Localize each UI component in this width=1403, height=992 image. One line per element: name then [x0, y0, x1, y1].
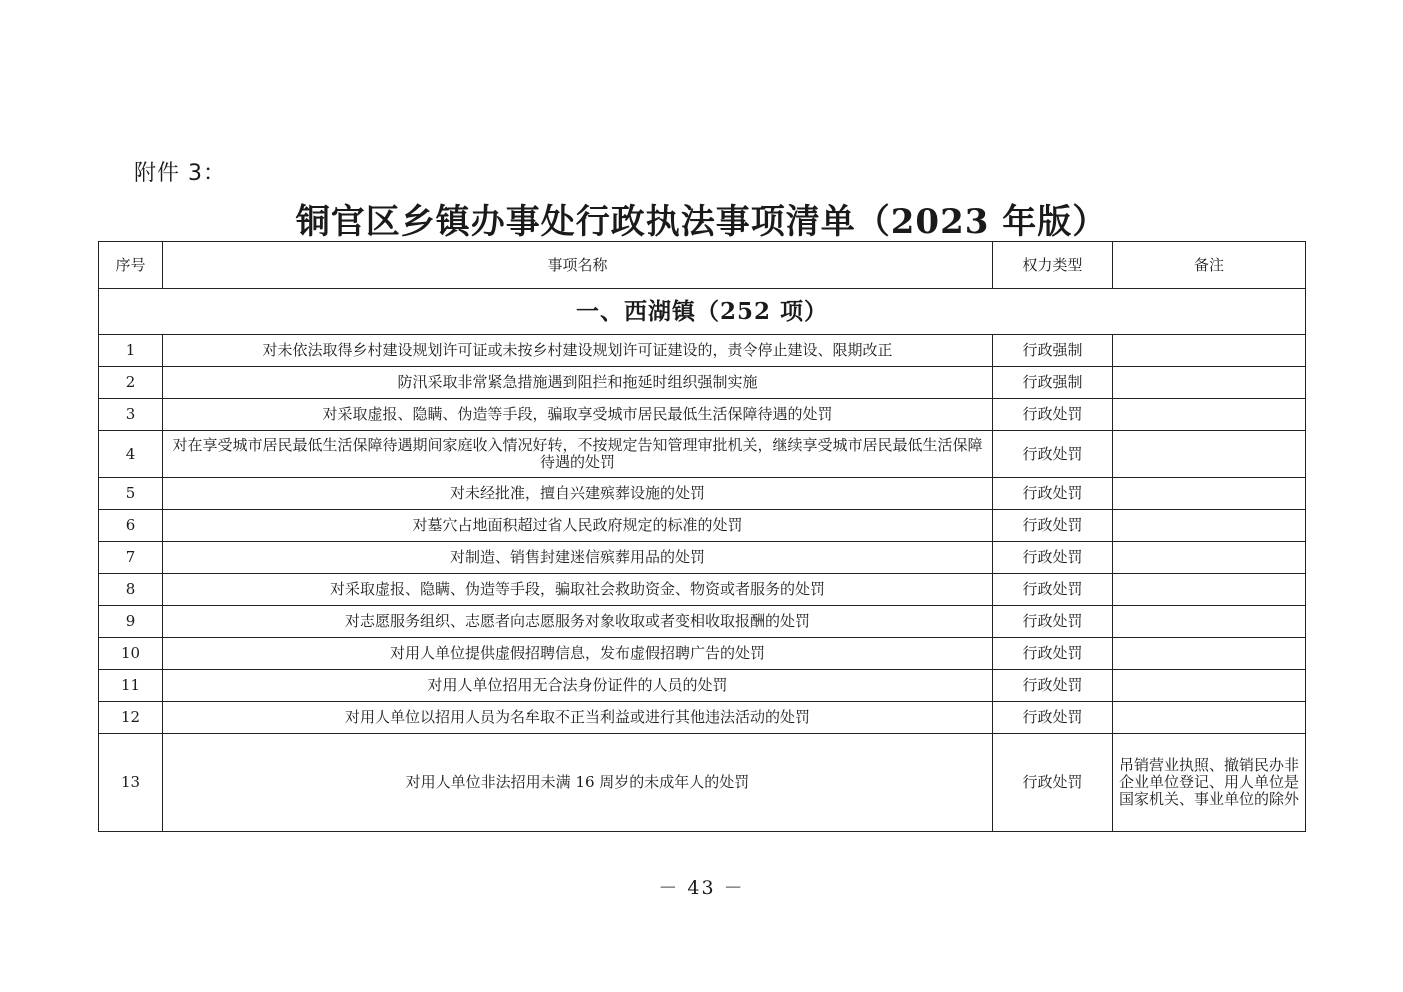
- row-note: [1113, 367, 1306, 399]
- row-note: [1113, 478, 1306, 510]
- table-row: [99, 335, 1306, 367]
- row-name: 对制造、销售封建迷信殡葬用品的处罚: [163, 542, 993, 574]
- enforcement-items-table: [98, 241, 1306, 832]
- page-number: － 43 －: [658, 877, 745, 899]
- row-seq: 4: [99, 431, 163, 478]
- table-row: [99, 734, 1306, 832]
- row-note: [1113, 574, 1306, 606]
- row-seq: 3: [99, 399, 163, 431]
- row-type: 行政处罚: [993, 670, 1113, 702]
- row-seq: 10: [99, 638, 163, 670]
- row-note: [1113, 638, 1306, 670]
- row-type: 行政处罚: [993, 478, 1113, 510]
- row-name: 对用人单位以招用人员为名牟取不正当利益或进行其他违法活动的处罚: [163, 702, 993, 734]
- row-type: 行政强制: [993, 335, 1113, 367]
- row-name: 对采取虚报、隐瞒、伪造等手段，骗取享受城市居民最低生活保障待遇的处罚: [163, 399, 993, 431]
- section-row: [99, 289, 1306, 335]
- row-name: 对志愿服务组织、志愿者向志愿服务对象收取或者变相收取报酬的处罚: [163, 606, 993, 638]
- row-note: [1113, 670, 1306, 702]
- row-type: 行政处罚: [993, 542, 1113, 574]
- row-seq: 11: [99, 670, 163, 702]
- table-row: [99, 542, 1306, 574]
- row-name: 对未依法取得乡村建设规划许可证或未按乡村建设规划许可证建设的，责令停止建设、限期改正: [163, 335, 993, 367]
- row-type: 行政处罚: [993, 574, 1113, 606]
- row-note: [1113, 606, 1306, 638]
- row-name: 对在享受城市居民最低生活保障待遇期间家庭收入情况好转，不按规定告知管理审批机关，继续享受城市居民最低生活保障待遇的处罚: [163, 431, 993, 478]
- row-type: 行政处罚: [993, 399, 1113, 431]
- row-seq: 2: [99, 367, 163, 399]
- table-row: [99, 574, 1306, 606]
- attachment-label: 附件 3：: [134, 161, 226, 186]
- row-seq: 1: [99, 335, 163, 367]
- row-type: 行政处罚: [993, 510, 1113, 542]
- row-seq: 6: [99, 510, 163, 542]
- table-row: [99, 670, 1306, 702]
- row-name: 对用人单位非法招用未满 16 周岁的未成年人的处罚: [163, 734, 993, 832]
- table-row: [99, 606, 1306, 638]
- row-name: 对用人单位提供虚假招聘信息，发布虚假招聘广告的处罚: [163, 638, 993, 670]
- row-name: 对用人单位招用无合法身份证件的人员的处罚: [163, 670, 993, 702]
- header-seq: 序号: [99, 242, 163, 289]
- row-type: 行政处罚: [993, 606, 1113, 638]
- row-note: 吊销营业执照、撤销民办非企业单位登记、用人单位是国家机关、事业单位的除外: [1113, 734, 1306, 832]
- table-row: [99, 431, 1306, 478]
- row-note: [1113, 431, 1306, 478]
- row-name: 防汛采取非常紧急措施遇到阻拦和拖延时组织强制实施: [163, 367, 993, 399]
- document-title: 铜官区乡镇办事处行政执法事项清单（2023 年版）: [295, 202, 1108, 242]
- header-note: 备注: [1113, 242, 1306, 289]
- row-seq: 9: [99, 606, 163, 638]
- row-note: [1113, 335, 1306, 367]
- row-type: 行政处罚: [993, 431, 1113, 478]
- row-type: 行政强制: [993, 367, 1113, 399]
- table-row: [99, 399, 1306, 431]
- table-header-row: [99, 242, 1306, 289]
- row-name: 对采取虚报、隐瞒、伪造等手段，骗取社会救助资金、物资或者服务的处罚: [163, 574, 993, 606]
- row-seq: 12: [99, 702, 163, 734]
- row-note: [1113, 542, 1306, 574]
- row-note: [1113, 702, 1306, 734]
- row-name: 对未经批准，擅自兴建殡葬设施的处罚: [163, 478, 993, 510]
- row-note: [1113, 510, 1306, 542]
- row-type: 行政处罚: [993, 734, 1113, 832]
- row-name: 对墓穴占地面积超过省人民政府规定的标准的处罚: [163, 510, 993, 542]
- row-note: [1113, 399, 1306, 431]
- header-type: 权力类型: [993, 242, 1113, 289]
- row-seq: 7: [99, 542, 163, 574]
- row-seq: 8: [99, 574, 163, 606]
- row-type: 行政处罚: [993, 638, 1113, 670]
- row-seq: 5: [99, 478, 163, 510]
- header-name: 事项名称: [163, 242, 993, 289]
- table-row: [99, 478, 1306, 510]
- table-row: [99, 702, 1306, 734]
- row-type: 行政处罚: [993, 702, 1113, 734]
- section-title: 一、西湖镇（252 项）: [99, 289, 1306, 335]
- table-row: [99, 367, 1306, 399]
- row-seq: 13: [99, 734, 163, 832]
- table-row: [99, 638, 1306, 670]
- table-row: [99, 510, 1306, 542]
